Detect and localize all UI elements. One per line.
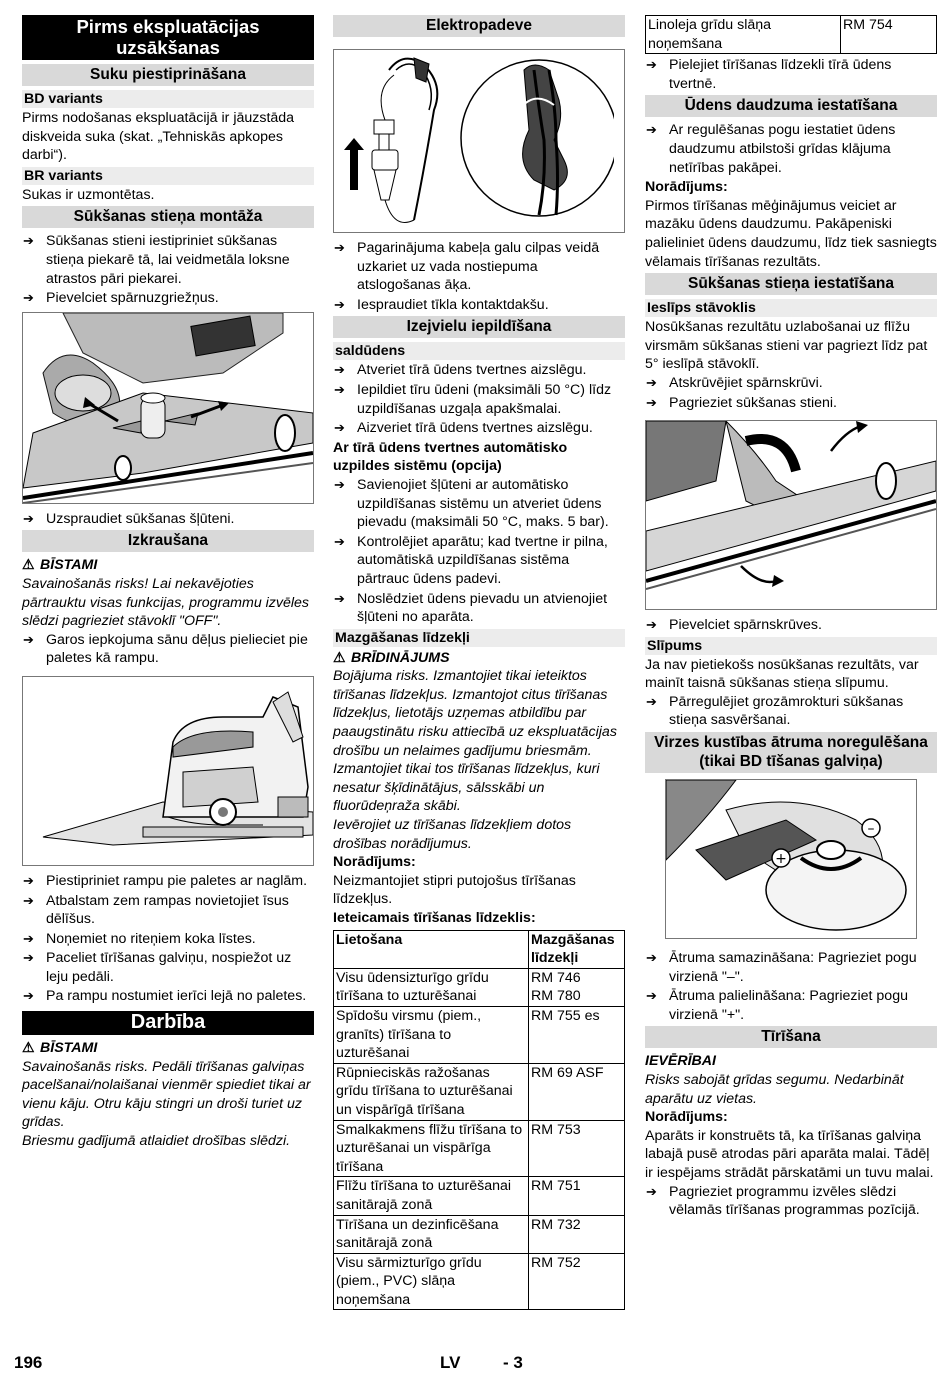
list-item: ➔ Savienojiet šļūteni ar automātisko uzpildīšanas sistēmu un atveriet ūdens pievadu (maksimāli 50 °C, maks. 5 bar). [333, 476, 625, 532]
danger-label-text: BĪSTAMI [40, 1040, 98, 1057]
table-row [334, 1215, 625, 1253]
section-title-before-use: Pirms ekspluatācijas uzsākšanas [22, 15, 314, 60]
danger-text: Savainošanās risks! Lai nekavējoties pārtrauktu visas funkcijas, programmu izvēles slēdzi pagrieziet stāvoklī "OFF". [22, 575, 310, 630]
squeegee-illustration [23, 313, 313, 503]
table-cell: RM 69 ASF [529, 1063, 625, 1120]
warning-text-1: Bojājuma risks. Izmantojiet tikai ieteiktos tīrīšanas līdzekļus. Izmantojot citus tīrīšanas līdzekļus, lietotājs uzņemas atbildību par paaugstinātu risku attiecībā uz ekspluatācijas drošību un nelaimes gadījumu briesmām. [333, 668, 617, 759]
list-item: ➔ Atveriet tīrā ūdens tvertnes aizslēgu. [333, 361, 625, 380]
slope-steps [645, 693, 937, 730]
list-item: ➔ Aizveriet tīrā ūdens tvertnes aizslēgu. [333, 419, 625, 438]
heading-water-quantity: Ūdens daudzuma iestatīšana [645, 95, 937, 117]
table-cell: RM 755 es [529, 1006, 625, 1063]
heading-squeegee-mounting: Sūkšanas stieņa montāža [22, 206, 314, 228]
auto-fill-steps [333, 476, 625, 627]
slope-text: Ja nav pietiekošs nosūkšanas rezultāts, var mainīt taisnā sūkšanas stieņa slīpumu. [645, 656, 919, 692]
heading-fresh-water: saldūdens [333, 342, 625, 360]
power-steps [333, 239, 625, 314]
list-item: ➔ Pievelciet spārnskrūves. [645, 616, 937, 635]
heading-inclined-position: Ieslīps stāvoklis [645, 299, 937, 317]
section-title-operation: Darbība [22, 1011, 314, 1035]
note-heading: Norādījums: [333, 854, 416, 871]
heading-br-variant: BR variants [22, 167, 314, 185]
table-row [334, 1120, 625, 1177]
table-cell: Rūpnieciskās ražošanas grīdu tīrīšana to uzturēšanai un vispārīgā tīrīšana [334, 1063, 529, 1120]
machine-on-ramp-illustration [23, 677, 313, 865]
heading-slope: Slīpums [645, 637, 937, 655]
caution-label: IEVĒRĪBAI [645, 1053, 716, 1070]
plus-label: + [775, 851, 787, 868]
table-row [334, 1063, 625, 1120]
table-cell: RM 746 RM 780 [529, 968, 625, 1006]
water-quantity-steps [645, 121, 937, 177]
table-cell: Flīžu tīrīšana to uzturēšanai sanitārajā zonā [334, 1177, 529, 1215]
squeegee-mounting-figure [22, 312, 314, 504]
heading-brush-mounting: Suku piestiprināšana [22, 64, 314, 86]
detergent-table [333, 930, 625, 1311]
danger-label-text: BĪSTAMI [40, 557, 98, 574]
list-item: ➔ Iepildiet tīru ūdeni (maksimāli 50 °C) līdz uzpildīšanas uzgaļa apakšmalai. [333, 381, 625, 418]
list-item: ➔ Pagrieziet sūkšanas stieni. [645, 394, 937, 413]
list-item: ➔ Atskrūvējiet spārnskrūvi. [645, 374, 937, 393]
warning-label [333, 649, 625, 668]
page-number: 196 [14, 1353, 43, 1372]
table-cell: Visu sārmizturīgo grīdu (piem., PVC) slāņa noņemšana [334, 1253, 529, 1310]
table-cell: Spīdošu virsmu (piem., granīts) tīrīšana to uzturēšanai [334, 1006, 529, 1063]
table-cell: RM 752 [529, 1253, 625, 1310]
list-item: ➔ Pielejiet tīrīšanas līdzekli tīrā ūdens tvertnē. [645, 56, 937, 93]
warning-triangle-icon: ⚠ [333, 649, 346, 666]
list-item: ➔ Kontrolējiet aparātu; kad tvertne ir pilna, automātiskā uzpildīšanas sistēma pārtrauc ūdens padevi. [333, 533, 625, 589]
heading-unloading: Izkraušana [22, 530, 314, 552]
bd-variant-text: Pirms nodošanas ekspluatācijā ir jāuzstāda diskveida suka (skat. „Tehniskās apkopes darbi“). [22, 110, 295, 164]
table-cell: RM 751 [529, 1177, 625, 1215]
table-cell: Smalkakmens flīžu tīrīšana to uzturēšanai un vispārīga tīrīšana [334, 1120, 529, 1177]
list-item: ➔ Sūkšanas stieni iestipriniet sūkšanas stieņa piekarē tā, lai veidmetāla loksne atrastos pāri piekarei. [22, 232, 314, 288]
note-text: Neizmantojiet stipri putojošus tīrīšanas līdzekļus. [333, 872, 576, 908]
note-heading: Norādījums: [645, 179, 728, 196]
list-item: ➔ Ar regulēšanas pogu iestatiet ūdens daudzumu atbilstoši grīdas klājuma netīrības pakāpei. [645, 121, 937, 177]
warning-text-3: Ievērojiet uz tīrīšanas līdzekļiem dotos drošības norādījumus. [333, 817, 572, 852]
caution-text: Risks sabojāt grīdas segumu. Nedarbināt aparātu uz vietas. [645, 1072, 904, 1107]
squeegee-rotation-illustration [646, 421, 936, 609]
detergent-fill-step [645, 56, 937, 93]
table-row [334, 968, 625, 1006]
minus-label: – [867, 821, 875, 838]
table-header-cell: Mazgāšanas līdzekļi [529, 930, 625, 968]
column-1 [22, 15, 314, 1151]
list-item: ➔ Noņemiet no riteņiem koka līstes. [22, 930, 314, 949]
list-item: ➔ Noslēdziet ūdens pievadu un atvienojiet šļūteni no aparāta. [333, 590, 625, 627]
list-item: ➔ Piestipriniet rampu pie paletes ar naglām. [22, 872, 314, 891]
table-cell: Linoleja grīdu slāņa noņemšana [646, 16, 841, 54]
list-item: ➔ Pagrieziet programmu izvēles slēdzi vēlamās tīrīšanas programmas pozīcijā. [645, 1183, 937, 1220]
list-item: ➔ Uzspraudiet sūkšanas šļūteni. [22, 510, 314, 529]
table-cell: RM 754 [841, 16, 937, 54]
speed-knob-figure [665, 779, 917, 939]
danger-text-2: Briesmu gadījumā atlaidiet drošības slēdzi. [22, 1133, 291, 1150]
detergent-table-continued [645, 15, 937, 54]
table-cell: Tīrīšana un dezinficēšana sanitārajā zonā [334, 1215, 529, 1253]
danger-label [22, 556, 314, 575]
speed-knob-illustration [666, 780, 914, 938]
heading-squeegee-adjustment: Sūkšanas stieņa iestatīšana [645, 273, 937, 295]
heading-power-supply: Elektropadeve [333, 15, 625, 37]
warning-text-2: Izmantojiet tikai tos tīrīšanas līdzekļus, kuri nesatur šķīdinātājus, sālsskābi un fluorūdeņraža skābi. [333, 761, 600, 815]
note-text: Aparāts ir konstruēts tā, ka tīrīšanas galviņa labajā pusē atrodas pāri aparāta malai. Tādēļ ir iespējams strādāt pārskatāmi un tuvu malai. [645, 1127, 934, 1181]
danger-label [22, 1039, 314, 1058]
heading-filling: Izejvielu iepildīšana [333, 316, 625, 338]
table-header-row [334, 930, 625, 968]
fresh-water-steps [333, 361, 625, 437]
table-cell: Visu ūdensizturīgo grīdu tīrīšana to uzturēšanai [334, 968, 529, 1006]
unloading-steps-1 [22, 631, 314, 668]
br-variant-text: Sukas ir uzmontētas. [22, 186, 155, 203]
recommended-detergent-heading: Ieteicamais tīrīšanas līdzeklis: [333, 910, 536, 926]
list-item: ➔ Iespraudiet tīkla kontaktdakšu. [333, 296, 625, 315]
list-item: ➔ Atbalstam zem rampas novietojiet īsus dēlīšus. [22, 892, 314, 929]
unloading-steps-2 [22, 872, 314, 1006]
inclined-position-text: Nosūkšanas rezultātu uzlabošanai uz flīžu virsmām sūkšanas stieni var pagriezt līdz pat 5° ieslīpā stāvoklī. [645, 319, 928, 373]
table-cell: RM 753 [529, 1120, 625, 1177]
ramp-figure [22, 676, 314, 866]
heading-detergents: Mazgāšanas līdzekļi [333, 629, 625, 647]
column-3 [645, 15, 937, 1221]
table-header-cell: Lietošana [334, 930, 529, 968]
squeegee-angle-figure [645, 420, 937, 610]
warning-label-text: BRĪDINĀJUMS [351, 649, 450, 666]
squeegee-steps [22, 232, 314, 307]
table-row [334, 1006, 625, 1063]
table-cell: RM 732 [529, 1215, 625, 1253]
heading-cleaning: Tīrīšana [645, 1026, 937, 1048]
list-item: ➔ Pārregulējiet grozāmrokturi sūkšanas stieņa sasvēršanai. [645, 693, 937, 730]
heading-bd-variant: BD variants [22, 90, 314, 108]
cable-hook-illustration [334, 50, 614, 232]
list-item: ➔ Garos iepkojuma sānu dēļus pielieciet pie paletes kā rampu. [22, 631, 314, 668]
auto-fill-heading: Ar tīrā ūdens tvertnes automātisko uzpildes sistēmu (opcija) [333, 439, 568, 475]
hose-step [22, 510, 314, 529]
list-item: ➔ Pa rampu nostumiet ierīci lejā no paletes. [22, 987, 314, 1006]
power-cable-figure [333, 49, 625, 233]
list-item: ➔ Pievelciet spārnuzgriežņus. [22, 289, 314, 308]
table-row [334, 1253, 625, 1310]
language-code: LV [440, 1353, 461, 1372]
warning-triangle-icon: ⚠ [22, 557, 35, 574]
list-item: ➔ Paceliet tīrīšanas galviņu, nospiežot uz leju pedāli. [22, 949, 314, 986]
note-text: Pirmos tīrīšanas mēģinājumus veiciet ar mazāku ūdens daudzumu. Pakāpeniski palieliniet ūdens daudzumu, līdz tiek sasniegts vēlamais tīrīšanas rezultāts. [645, 197, 937, 270]
cleaning-steps [645, 1183, 937, 1220]
table-row [646, 16, 937, 54]
list-item: ➔ Ātruma samazināšana: Pagrieziet pogu virzienā "–". [645, 949, 937, 986]
warning-triangle-icon: ⚠ [22, 1040, 35, 1057]
heading-drive-speed: Virzes kustības ātruma noregulēšana (tikai BD tīšanas galviņa) [645, 732, 937, 773]
inclined-steps [645, 374, 937, 412]
table-row [334, 1177, 625, 1215]
list-item: ➔ Pagarinājuma kabeļa galu cilpas veidā uzkariet uz vada nostiepuma atslogošanas āķa. [333, 239, 625, 295]
detergent-table-body [334, 968, 625, 1310]
page-sub-number: - 3 [503, 1353, 523, 1372]
column-2 [333, 15, 625, 1312]
tighten-step [645, 616, 937, 635]
danger-text: Savainošanās risks. Pedāli tīrīšanas galviņas pacelšanai/nolaišanai vienmēr spiediet tikai ar vienu kāju. Otru kāju stingri un droši turiet uz grīdas. [22, 1058, 311, 1131]
speed-steps [645, 949, 937, 1024]
note-heading: Norādījums: [645, 1109, 728, 1126]
list-item: ➔ Ātruma palielināšana: Pagrieziet pogu virzienā "+". [645, 987, 937, 1024]
